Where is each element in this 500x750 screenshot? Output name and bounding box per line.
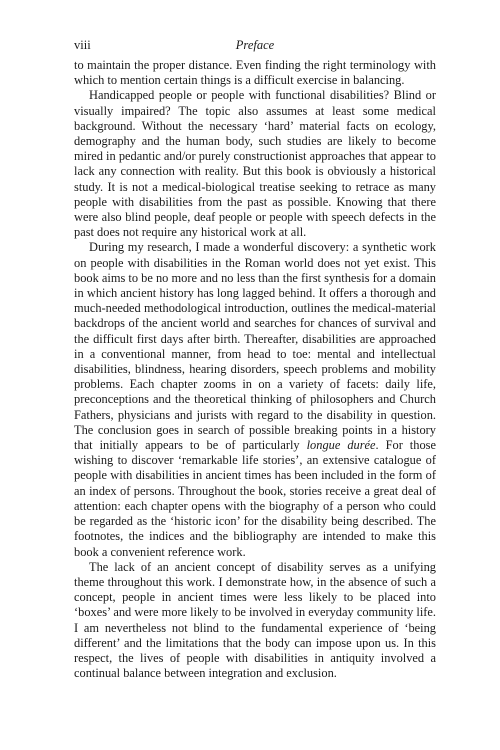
- paragraph-3: [74, 240, 436, 559]
- running-title: Preface: [235, 38, 275, 52]
- body-text: [74, 58, 436, 681]
- paragraph-1: [74, 58, 436, 88]
- paragraph-3-text-b: . For those wishing to discover ‘remarkable life stories’, an extensive catalogue of people with disabilities in ancient times has been included in the form of an index of persons. Throughout the book, stories receive a great deal of attention: each chapter opens with the biography of a person who could be regarded as the ‘historic icon’ for the disability being described. The footnotes, the indices and the bibliography are intended to make this book a convenient reference work.: [74, 438, 436, 559]
- paragraph-3-text-a: During my research, I made a wonderful discovery: a synthetic work on people with disabilities in the Roman world does not yet exist. This book aims to be no more and no less than the first synthesis for a domain in which ancient history has long lagged behind. It offers a thorough and much-needed methodological introduction, outlines the medical-material backdrops of the ancient world and searches for chances of survival and the difficult first days after birth. Thereafter, disabilities are approached in a conventional manner, from head to toe: mental and intellectual disabilities, blindness, hearing disorders, speech problems and mobility problems. Each chapter zooms in on a variety of facets: daily life, preconceptions and the theoretical thinking of philosophers and Church Fathers, physicians and jurists with regard to the disability in question. The conclusion goes in search of possible breaking points in a history that initially appears to be of particularly: [74, 240, 436, 453]
- page-number: viii: [74, 38, 91, 52]
- paragraph-4: [74, 560, 436, 682]
- paragraph-3-italic-term: longue durée: [306, 438, 376, 453]
- paragraph-4-text: The lack of an ancient concept of disability serves as a unifying theme throughout this work. I demonstrate how, in the absence of such a concept, people in ancient times were less likely to be placed into ‘boxes’ and were more likely to be involved in everyday community life. I am nevertheless not blind to the fundamental experience of ‘being different’ and the limitations that the body can impose upon us. In this respect, the lives of people with disabilities in antiquity involved a continual balance between integration and exclusion.: [74, 559, 436, 681]
- running-head: [74, 38, 436, 54]
- paragraph-2: [74, 88, 436, 240]
- paragraph-1-text: to maintain the proper distance. Even finding the right terminology with which to mention certain things is a difficult exercise in balancing.: [74, 58, 436, 88]
- paragraph-2-text: Handicapped people or people with functional disabilities? Blind or visually impaired? The topic also assumes at least some medical background. Without the necessary ‘hard’ material facts on ecology, demography and the human body, such studies are likely to become mired in pedantic and/or purely constructionist approaches that appear to lack any connection with reality. But this book is obviously a historical study. It is not a medical-biological treatise seeking to retrace as many people with disabilities from the past as possible. Knowing that there were also blind people, deaf people or people with speech defects in the past does not require any historical work at all.: [74, 88, 436, 240]
